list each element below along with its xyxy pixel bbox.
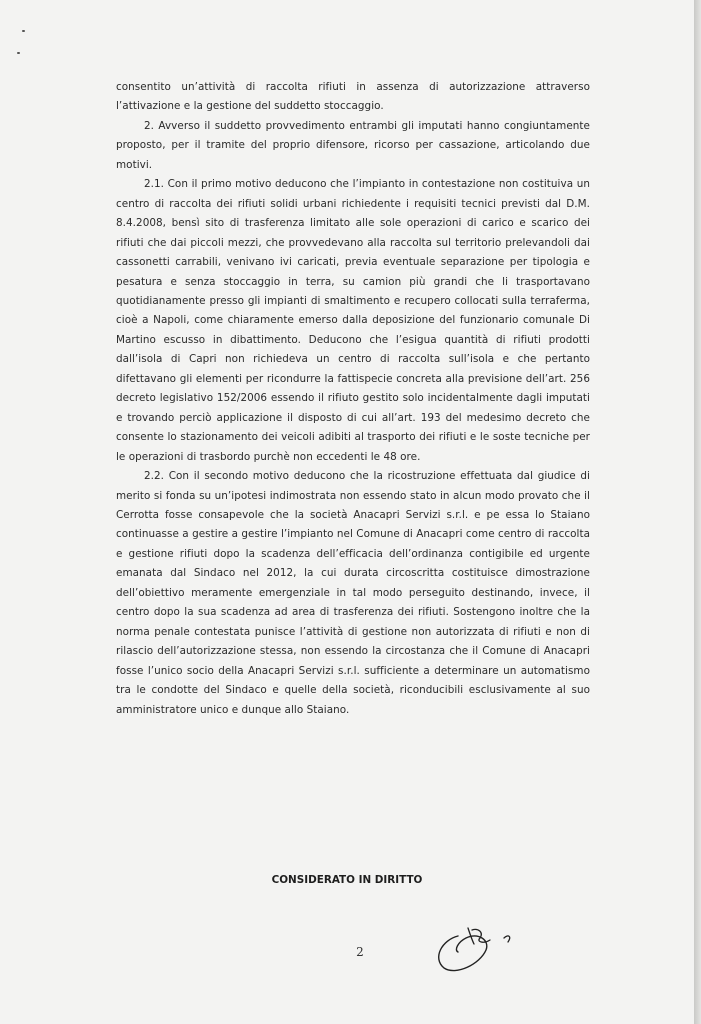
paragraph: consentito un’attività di raccolta rifiuti in assenza di autorizzazione attraverso l’attivazione e la gestione del suddetto stoccaggio.	[116, 81, 590, 113]
handwritten-signature	[428, 918, 538, 978]
section-heading: CONSIDERATO IN DIRITTO	[271, 874, 423, 886]
document-body	[116, 78, 590, 720]
paragraph: 2. Avverso il suddetto provvedimento entrambi gli imputati hanno congiuntamente proposto, per il tramite del proprio difensore, ricorso per cassazione, articolando due motivi.	[116, 119, 590, 171]
paragraph: 2.2. Con il secondo motivo deducono che la ricostruzione effettuata dal giudice di merito si fonda su un’ipotesi indimostrata non essendo stato in alcun modo provato che il Cerrotta fosse consapevole che la società Anacapri Servizi s.r.l. e pe essa lo Staiano continuasse a gestire a gestire l’impianto nel Comune di Anacapri come centro di raccolta e gestione rifiuti dopo la scadenza dell’efficacia dell’ordinanza contigibile ed urgente emanata dal Sindaco nel 2012, la cui durata circoscritta costituisce dimostrazione dell’obiettivo meramente emergenziale in tal modo perseguito destinando, invece, il centro dopo la sua scadenza ad area di trasferenza dei rifiuti. Sostengono inoltre che la norma penale contestata punisce l’attività di gestione non autorizzata di rifiuti e non di rilascio dell’autorizzazione stessa, non essendo la circostanza che il Comune di Anacapri fosse l’unico socio della Anacapri Servizi s.r.l. sufficiente a determinare un automatismo tra le condotte del Sindaco e quelle della società, riconducibili esclusivamente al suo amministratore unico e dunque allo Staiano.	[116, 470, 590, 716]
scan-speck	[22, 30, 25, 32]
page-edge-shadow	[694, 0, 701, 1024]
page-number: 2	[356, 945, 364, 959]
scan-speck	[17, 52, 20, 54]
paragraph: 2.1. Con il primo motivo deducono che l’impianto in contestazione non costituiva un centro di raccolta dei rifiuti solidi urbani richiedente i requisiti tecnici previsti dal D.M. 8.4.2008, bensì sito di trasferenza limitato alle sole operazioni di carico e scarico dei rifiuti che dai piccoli mezzi, che provvedevano alla raccolta sul territorio prelevandoli dai cassonetti carrabili, venivano ivi caricati, previa eventuale separazione per tipologia e pesatura e senza stoccaggio in terra, su camion più grandi che li trasportavano quotidianamente presso gli impianti di smaltimento e recupero collocati sulla terraferma, cioè a Napoli, come chiaramente emerso dalla deposizione del funzionario comunale Di Martino escusso in dibattimento. Deducono che l’esigua quantità di rifiuti prodotti dall’isola di Capri non richiedeva un centro di raccolta sull’isola e che pertanto difettavano gli elementi per ricondurre la fattispecie concreta alla previsione dell’art. 256 decreto legislativo 152/2006 essendo il rifiuto gestito solo incidentalmente dagli imputati e trovando perciò applicazione il disposto di cui all’art. 193 del medesimo decreto che consente lo stazionamento dei veicoli adibiti al trasporto dei rifiuti e le soste tecniche per le operazioni di trasbordo purchè non eccedenti le 48 ore.	[116, 178, 590, 463]
